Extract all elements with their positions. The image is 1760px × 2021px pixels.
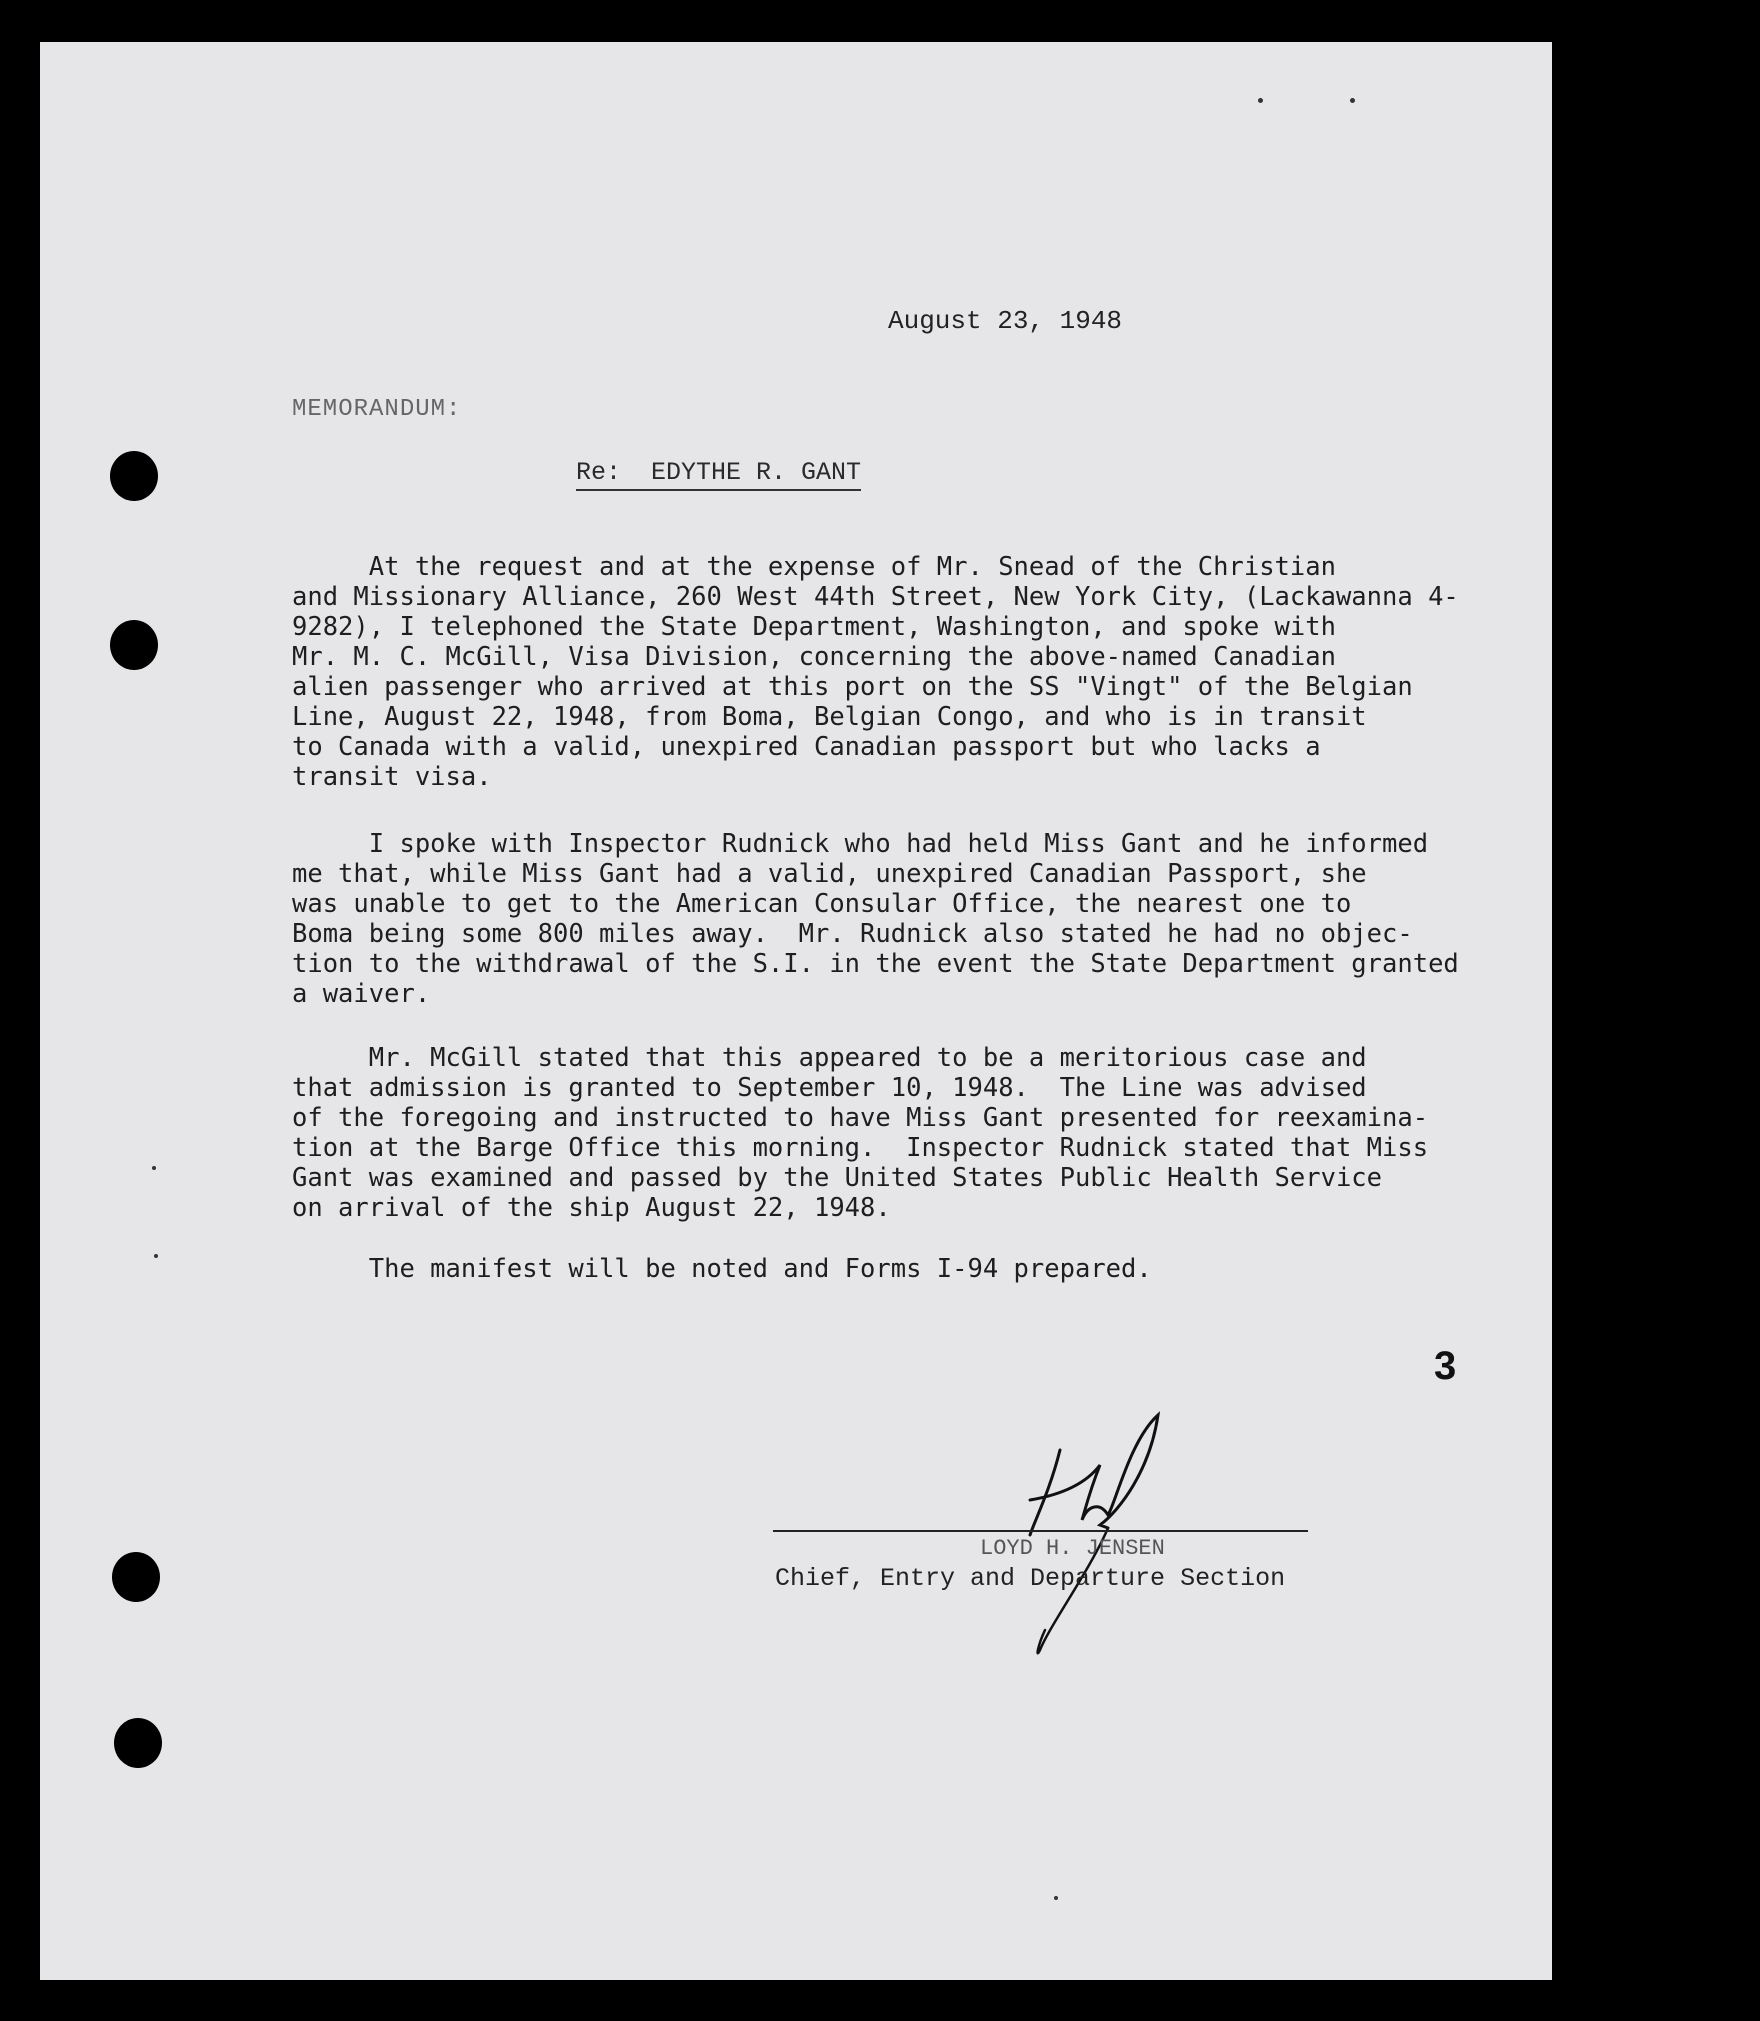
document-page [40, 42, 1552, 1980]
page-number: 3 [1434, 1344, 1457, 1388]
scan-speck [154, 1254, 158, 1258]
memo-date: August 23, 1948 [888, 306, 1123, 336]
body-paragraph-4: The manifest will be noted and Forms I-94 prepared. [292, 1254, 1152, 1284]
punch-hole [110, 451, 158, 501]
scan-speck [1350, 98, 1355, 103]
signatory-name: LOYD H. JENSEN [980, 1536, 1165, 1561]
memo-label: MEMORANDUM: [292, 396, 462, 423]
scan-speck [1054, 1896, 1058, 1900]
body-paragraph-3: Mr. McGill stated that this appeared to be a meritorious case and that admission is granted to September 10, 1948. The Line was advised of the foregoing and instructed to have Miss Gant presented for reexamina- tion at the Barge Office this morning. Inspector Rudnick stated that Miss Gant was examined and passed by the United States Public Health Service on arrival of the ship August 22, 1948. [292, 1043, 1429, 1223]
memo-subject: Re: EDYTHE R. GANT [576, 458, 861, 491]
punch-hole [114, 1718, 162, 1768]
punch-hole [112, 1552, 160, 1602]
body-paragraph-1: At the request and at the expense of Mr. Snead of the Christian and Missionary Alliance, 260 West 44th Street, New York City, (Lackawanna 4- 9282), I telephoned the State Department, Washington, and spoke with Mr. M. C. McGill, Visa Division, concerning the above-named Canadian alien passenger who arrived at this port on the SS "Vingt" of the Belgian Line, August 22, 1948, from Boma, Belgian Congo, and who is in transit to Canada with a valid, unexpired Canadian passport but who lacks a transit visa. [292, 552, 1459, 792]
handwritten-signature [990, 1410, 1190, 1660]
scan-speck [1258, 98, 1263, 103]
punch-hole [110, 620, 158, 670]
signature-line [773, 1530, 1308, 1532]
signatory-title: Chief, Entry and Departure Section [775, 1564, 1286, 1593]
scan-speck [152, 1166, 156, 1170]
body-paragraph-2: I spoke with Inspector Rudnick who had held Miss Gant and he informed me that, while Miss Gant had a valid, unexpired Canadian Passport, she was unable to get to the American Consular Office, the nearest one to Boma being some 800 miles away. Mr. Rudnick also stated he had no objec- tion to the withdrawal of the S.I. in the event the State Department granted a waiver. [292, 829, 1459, 1009]
